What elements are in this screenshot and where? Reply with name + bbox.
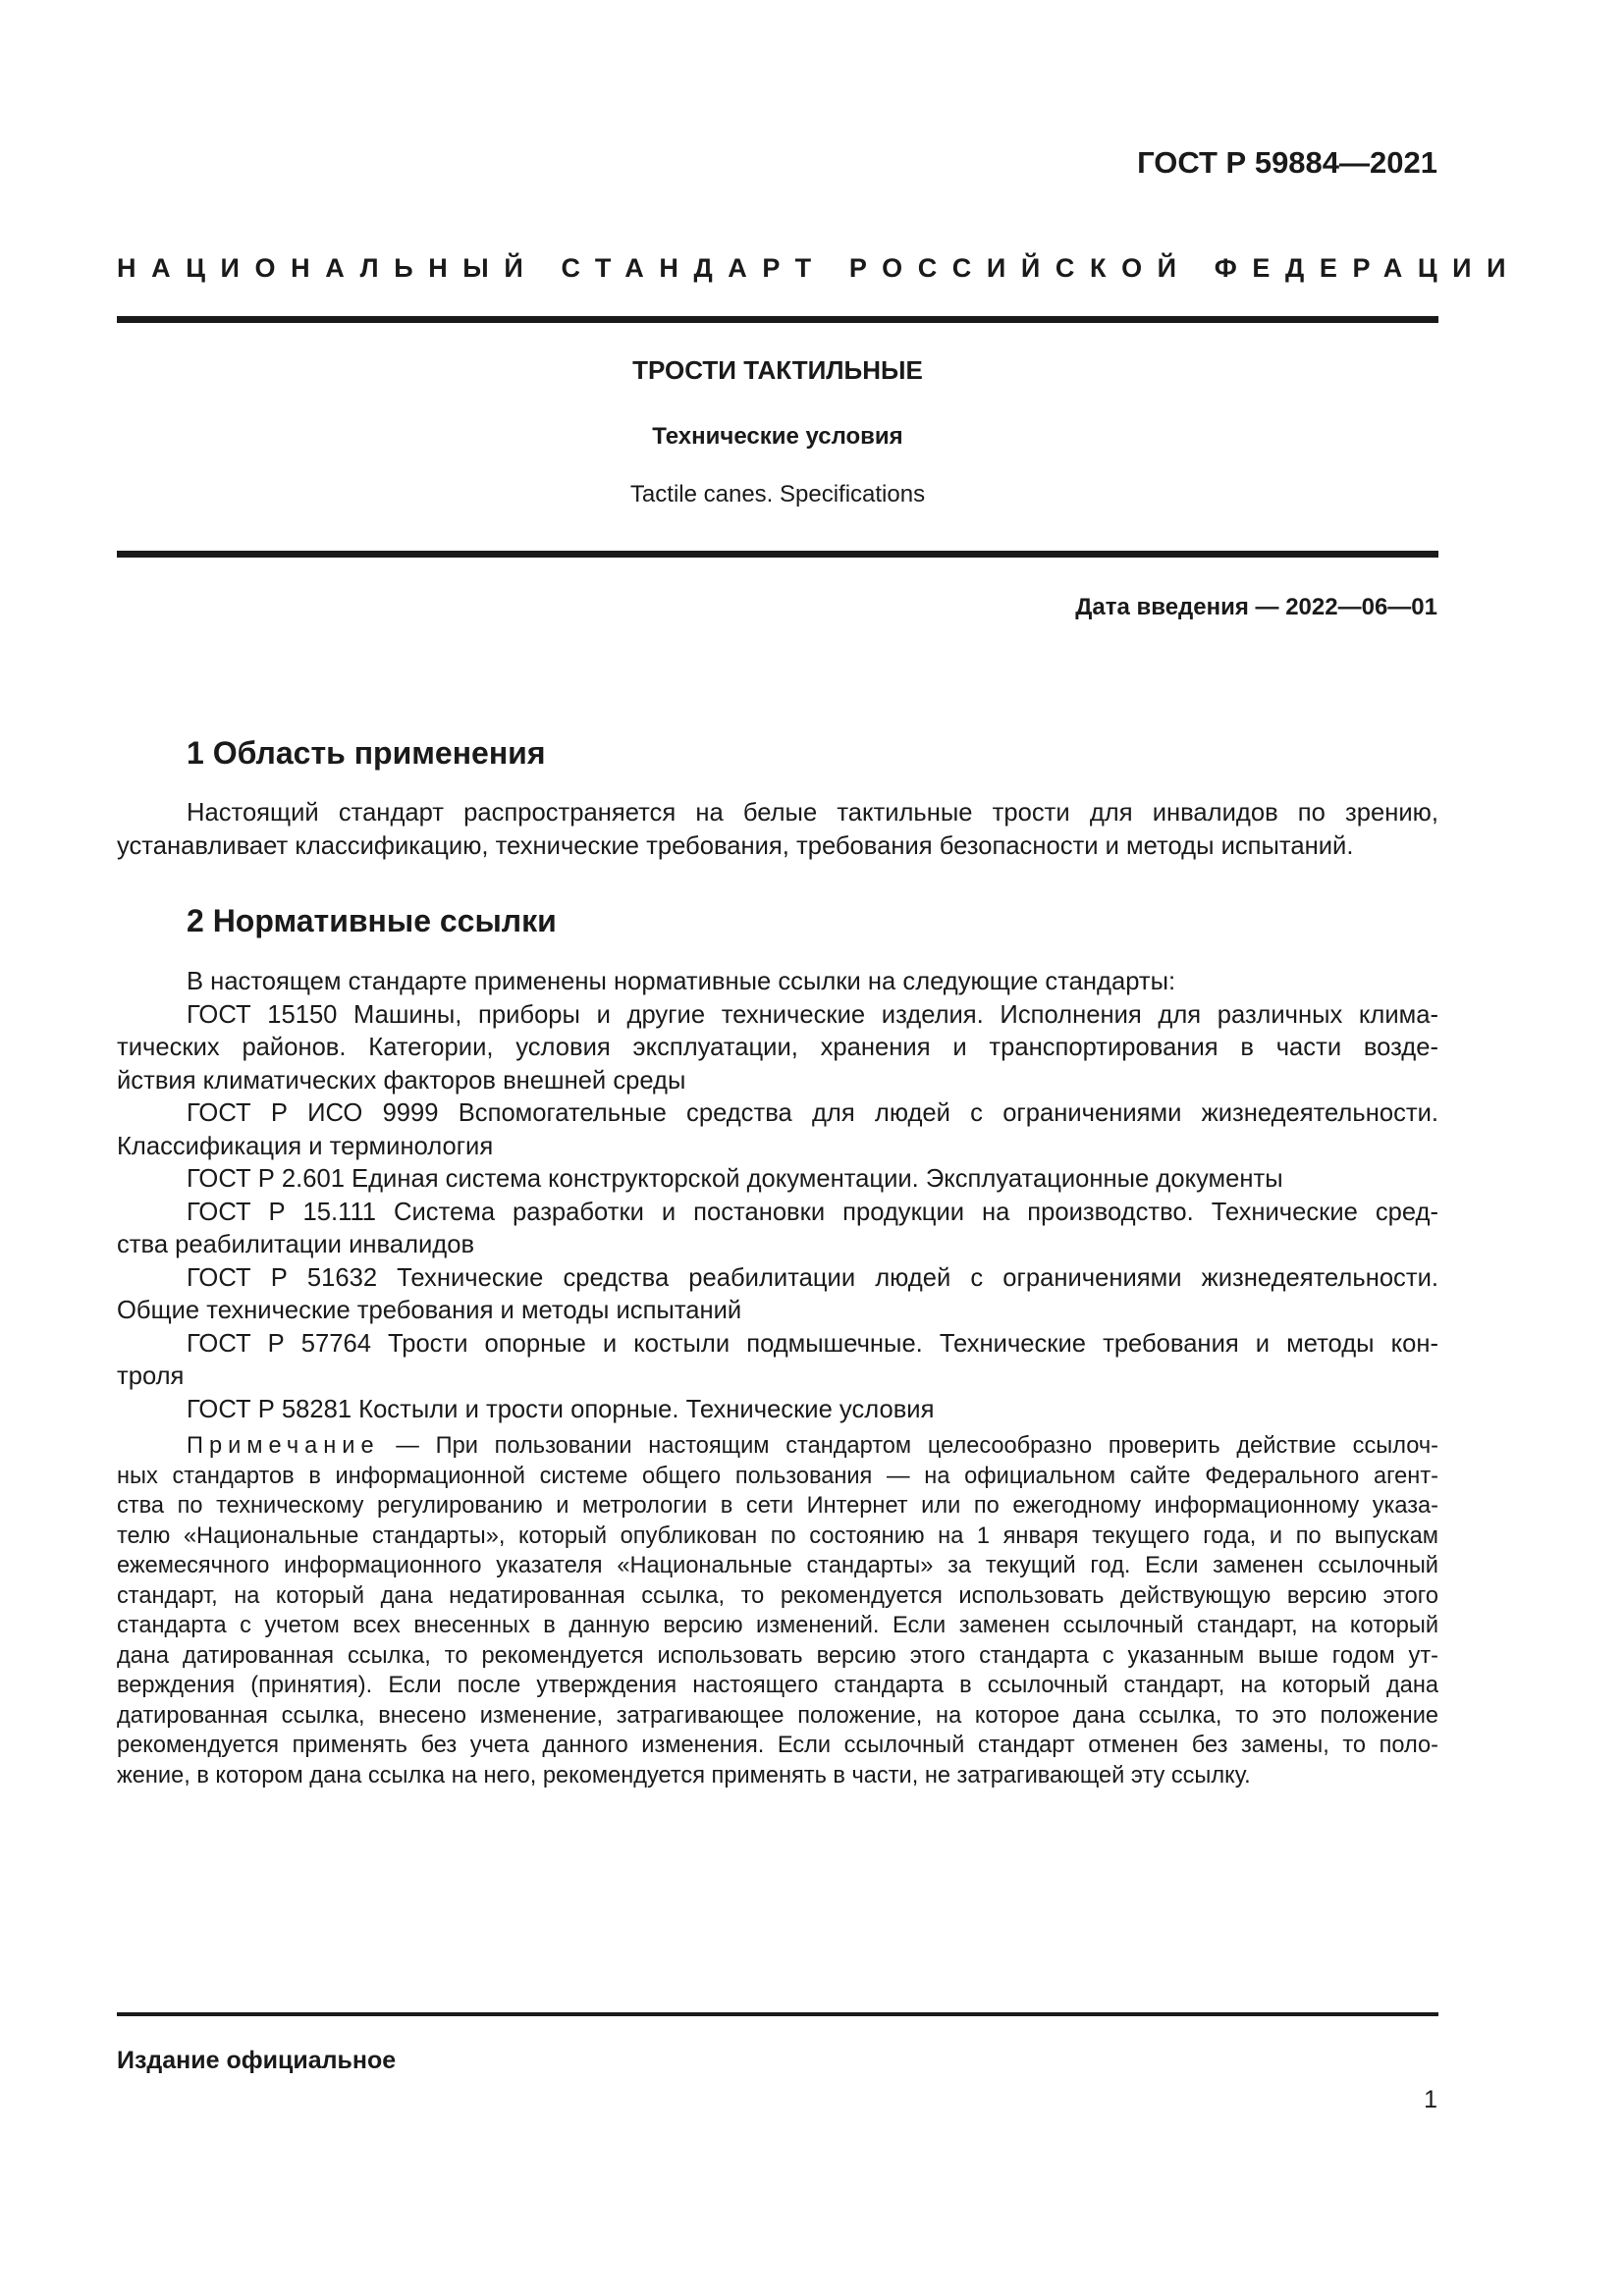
body-line: Настоящий стандарт распространяется на белые тактильные трости для инвалидов по зрению, bbox=[187, 799, 1438, 827]
note-line: ных стандартов в информационной системе общего пользования — на официальном сайте Федерального агент- bbox=[117, 1463, 1438, 1489]
page-number: 1 bbox=[1424, 2086, 1437, 2113]
standard-code: ГОСТ Р 59884—2021 bbox=[1137, 145, 1437, 180]
reference-line: Общие технические требования и методы испытаний bbox=[117, 1297, 742, 1324]
note-line: датированная ссылка, внесено изменение, затрагивающее положение, на которое дана ссылка, то это положение bbox=[117, 1702, 1438, 1729]
introduction-date: Дата введения — 2022—06—01 bbox=[1075, 594, 1437, 620]
note-first-line: — При пользовании настоящим стандартом целесообразно проверить действие ссылоч- bbox=[379, 1433, 1438, 1459]
body-line: устанавливает классификацию, технические требования, требования безопасности и методы испытаний. bbox=[117, 831, 1354, 860]
note-line bbox=[117, 1431, 1438, 1462]
note-line: рекомендуется применять без учета данного изменения. Если ссылочный стандарт отменен без замены, то поло- bbox=[117, 1733, 1438, 1758]
reference-line: ГОСТ Р ИСО 9999 Вспомогательные средства для людей с ограничениями жизнедеятельности. bbox=[187, 1099, 1438, 1127]
note-line: стандарта с учетом всех внесенных в данную версию изменений. Если заменен ссылочный стандарт, на который bbox=[117, 1613, 1438, 1638]
note-block bbox=[117, 1431, 1438, 1790]
note-line: ства по техническому регулированию и метрологии в сети Интернет или по ежегодному информационному указа- bbox=[117, 1493, 1438, 1519]
title-rule bbox=[117, 551, 1438, 558]
reference-line: тических районов. Категории, условия эксплуатации, хранения и транспортирования в части возде- bbox=[117, 1034, 1438, 1061]
note-line: стандарт, на который дана недатированная ссылка, то рекомендуется использовать действующую версию этого bbox=[117, 1582, 1438, 1609]
top-rule bbox=[117, 316, 1438, 323]
section-2-heading: 2 Нормативные ссылки bbox=[187, 903, 557, 938]
section-1-heading: 1 Область применения bbox=[187, 735, 546, 771]
note-line: дана датированная ссылка, то рекомендуется использовать версию этого стандарта с указанным выше годом ут- bbox=[117, 1642, 1438, 1669]
note-line: ежемесячного информационного указателя «Национальные стандарты» за текущий год. Если заменен ссылочный bbox=[117, 1553, 1438, 1578]
footer-rule bbox=[117, 2012, 1438, 2016]
section-1-body bbox=[117, 797, 1438, 863]
body-line: В настоящем стандарте применены нормативные ссылки на следующие стандарты: bbox=[187, 968, 1176, 995]
document-title: ТРОСТИ ТАКТИЛЬНЫЕ bbox=[632, 355, 923, 385]
official-edition-label: Издание официальное bbox=[117, 2047, 397, 2074]
section-2-body bbox=[117, 966, 1438, 1426]
national-standard-title: НАЦИОНАЛЬНЫЙ СТАНДАРТ РОССИЙСКОЙ ФЕДЕРАЦИИ bbox=[117, 253, 1522, 283]
reference-line: ГОСТ 15150 Машины, приборы и другие технические изделия. Исполнения для различных клима- bbox=[187, 1000, 1438, 1029]
document-title-english: Tactile canes. Specifications bbox=[629, 481, 926, 507]
note-label: Примечание bbox=[187, 1433, 380, 1459]
note-line: жение, в котором дана ссылка на него, рекомендуется применять в части, не затрагивающей эту ссылку. bbox=[117, 1762, 1251, 1789]
reference-line: ГОСТ Р 15.111 Система разработки и постановки продукции на производство. Технические сред- bbox=[187, 1198, 1438, 1226]
reference-line: ства реабилитации инвалидов bbox=[117, 1231, 475, 1258]
note-line: верждения (принятия). Если после утверждения настоящего стандарта в ссылочный стандарт, на который дана bbox=[117, 1673, 1438, 1698]
document-subtitle: Технические условия bbox=[652, 423, 903, 450]
reference-line: йствия климатических факторов внешней среды bbox=[117, 1066, 686, 1095]
reference-line: Классификация и терминология bbox=[117, 1132, 494, 1160]
reference-line: ГОСТ Р 58281 Костыли и трости опорные. Технические условия bbox=[187, 1395, 935, 1423]
reference-line: ГОСТ Р 51632 Технические средства реабилитации людей с ограничениями жизнедеятельности. bbox=[187, 1263, 1438, 1292]
reference-line: ГОСТ Р 2.601 Единая система конструкторской документации. Эксплуатационные документы bbox=[187, 1165, 1283, 1193]
reference-line: ГОСТ Р 57764 Трости опорные и костыли подмышечные. Технические требования и методы кон- bbox=[187, 1329, 1438, 1358]
note-line: телю «Национальные стандарты», который опубликован по состоянию на 1 января текущего года, и по выпускам bbox=[117, 1522, 1438, 1549]
reference-line: троля bbox=[117, 1362, 185, 1390]
